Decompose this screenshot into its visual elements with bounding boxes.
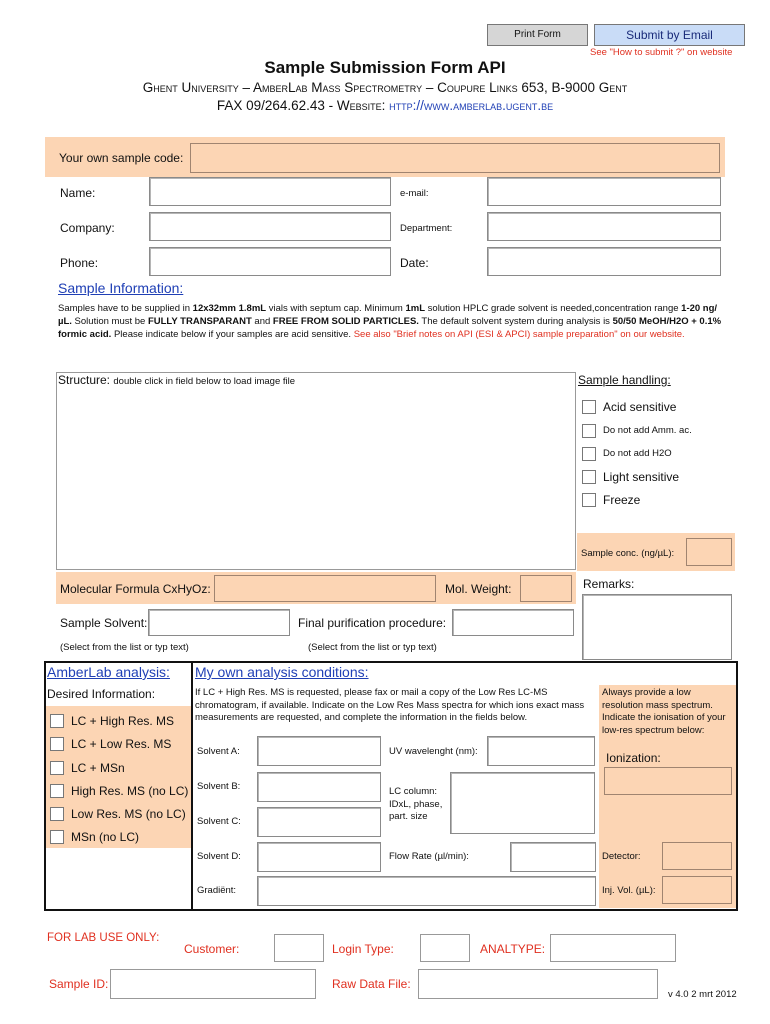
- lc-low-res-checkbox[interactable]: [50, 737, 64, 751]
- lc-high-res-label: LC + High Res. MS: [71, 714, 175, 728]
- solvent-d-input[interactable]: [257, 842, 381, 872]
- high-res-no-lc-label: High Res. MS (no LC): [71, 784, 189, 798]
- msn-no-lc-label: MSn (no LC): [71, 830, 140, 844]
- mol-weight-input[interactable]: [520, 575, 572, 602]
- desired-info-label: Desired Information:: [47, 687, 156, 701]
- company-input[interactable]: [149, 212, 391, 241]
- mol-weight-label: Mol. Weight:: [445, 582, 512, 596]
- raw-data-file-label: Raw Data File:: [332, 977, 411, 991]
- sample-info-heading: Sample Information:: [58, 280, 184, 296]
- sample-id-input[interactable]: [110, 969, 316, 999]
- freeze-checkbox[interactable]: [582, 493, 596, 507]
- gradient-label: Gradiënt:: [197, 885, 237, 896]
- lc-msn-label: LC + MSn: [71, 761, 125, 775]
- low-res-no-lc-checkbox[interactable]: [50, 807, 64, 821]
- lc-column-input[interactable]: [450, 772, 595, 834]
- print-form-button[interactable]: Print Form: [487, 24, 588, 46]
- no-h2o-checkbox[interactable]: [582, 447, 596, 461]
- detector-input[interactable]: [662, 842, 732, 870]
- company-label: Company:: [60, 221, 115, 235]
- solvent-b-label: Solvent B:: [197, 781, 241, 792]
- sample-code-input[interactable]: [190, 143, 720, 173]
- phone-label: Phone:: [60, 256, 99, 270]
- address-line: Ghent University – AmberLab Mass Spectrometry – Coupure Links 653, B-9000 Gent: [142, 80, 628, 95]
- uv-wavelength-input[interactable]: [487, 736, 595, 766]
- department-input[interactable]: [487, 212, 721, 241]
- website-link[interactable]: http://www.amberlab.ugent.be: [389, 98, 554, 113]
- ionization-input[interactable]: [604, 767, 732, 795]
- no-h2o-label: Do not add H2O: [603, 448, 672, 459]
- date-label: Date:: [400, 256, 429, 270]
- light-sensitive-label: Light sensitive: [603, 470, 680, 484]
- sample-solvent-select[interactable]: [148, 609, 290, 636]
- inj-vol-label: Inj. Vol. (µL):: [602, 885, 656, 896]
- analysis-divider: [191, 661, 193, 911]
- amberlab-analysis-heading: AmberLab analysis:: [47, 664, 170, 680]
- name-label: Name:: [60, 186, 96, 200]
- sample-id-label: Sample ID:: [49, 977, 109, 991]
- light-sensitive-checkbox[interactable]: [582, 470, 596, 484]
- lc-msn-checkbox[interactable]: [50, 761, 64, 775]
- solvent-hint: (Select from the list or typ text): [60, 642, 189, 653]
- uv-wavelength-label: UV wavelenght (nm):: [389, 746, 478, 757]
- login-type-label: Login Type:: [332, 942, 394, 956]
- flow-rate-input[interactable]: [510, 842, 596, 872]
- submit-note: See "How to submit ?" on website: [590, 47, 733, 58]
- department-label: Department:: [400, 223, 453, 234]
- sample-solvent-label: Sample Solvent:: [60, 616, 148, 630]
- sample-conc-input[interactable]: [686, 538, 732, 566]
- freeze-label: Freeze: [603, 493, 641, 507]
- msn-no-lc-checkbox[interactable]: [50, 830, 64, 844]
- customer-label: Customer:: [184, 942, 240, 956]
- purification-hint: (Select from the list or typ text): [308, 642, 437, 653]
- form-title: Sample Submission Form API: [264, 58, 506, 77]
- solvent-a-input[interactable]: [257, 736, 381, 766]
- purification-select[interactable]: [452, 609, 574, 636]
- solvent-d-label: Solvent D:: [197, 851, 241, 862]
- phone-input[interactable]: [149, 247, 391, 276]
- conditions-heading: My own analysis conditions:: [195, 664, 369, 680]
- fax-text: FAX 09/264.62.43 - Website:: [216, 98, 390, 113]
- sample-info-text: Samples have to be supplied in 12x32mm 1.8mL vials with septum cap. Minimum 1mL solution HPLC grade solvent is needed,concentration range 1-20 ng/µL. Solution must be FULLY TRANSPARANT and FREE FROM SOLID PARTICLES. The default solvent system during analysis is 50/50 MeOH/H2O + 0.1% formic acid. Please indicate below if your samples are acid sensitive. See also "Brief notes on API (ESI & APCI) sample preparation" on our website.: [58, 303, 722, 340]
- analtype-input[interactable]: [550, 934, 676, 962]
- remarks-label: Remarks:: [583, 577, 635, 591]
- low-res-note: Always provide a low resolution mass spectrum. Indicate the ionisation of your low-res spectrum below:: [602, 687, 726, 736]
- formula-label: Molecular Formula CxHyOz:: [60, 582, 211, 596]
- purification-label: Final purification procedure:: [298, 616, 447, 630]
- email-input[interactable]: [487, 177, 721, 206]
- flow-rate-label: Flow Rate (µl/min):: [389, 851, 469, 862]
- sample-conc-label: Sample conc. (ng/µL):: [581, 548, 675, 559]
- lc-column-label: LC column: IDxL, phase, part. size: [389, 786, 443, 822]
- high-res-no-lc-checkbox[interactable]: [50, 784, 64, 798]
- date-input[interactable]: [487, 247, 721, 276]
- fax-line: [0, 98, 770, 113]
- gradient-input[interactable]: [257, 876, 596, 906]
- low-res-no-lc-label: Low Res. MS (no LC): [71, 807, 186, 821]
- solvent-c-input[interactable]: [257, 807, 381, 837]
- solvent-b-input[interactable]: [257, 772, 381, 802]
- login-type-input[interactable]: [420, 934, 470, 962]
- solvent-a-label: Solvent A:: [197, 746, 240, 757]
- conditions-note: If LC + High Res. MS is requested, please fax or mail a copy of the Low Res LC-MS chromatogram, if available. Indicate on the Low Res Mass spectra for which ions exact mass measurements are requested, and complete the information in the fields below.: [195, 687, 585, 723]
- email-label: e-mail:: [400, 188, 429, 199]
- customer-input[interactable]: [274, 934, 324, 962]
- remarks-input[interactable]: [582, 594, 732, 660]
- acid-sensitive-checkbox[interactable]: [582, 400, 596, 414]
- solvent-c-label: Solvent C:: [197, 816, 241, 827]
- structure-label: Structure: double click in field below to load image file: [58, 373, 296, 387]
- ionization-label: Ionization:: [606, 751, 661, 765]
- sample-code-label: Your own sample code:: [59, 151, 184, 165]
- no-amm-ac-label: Do not add Amm. ac.: [603, 425, 692, 436]
- inj-vol-input[interactable]: [662, 876, 732, 904]
- version-label: v 4.0 2 mrt 2012: [668, 989, 737, 1000]
- analtype-label: ANALTYPE:: [480, 942, 546, 956]
- sample-handling-heading: Sample handling:: [578, 373, 671, 387]
- name-input[interactable]: [149, 177, 391, 206]
- lc-high-res-checkbox[interactable]: [50, 714, 64, 728]
- structure-image-field[interactable]: [56, 372, 576, 570]
- raw-data-file-input[interactable]: [418, 969, 658, 999]
- lab-use-heading: FOR LAB USE ONLY:: [47, 932, 160, 944]
- no-amm-ac-checkbox[interactable]: [582, 424, 596, 438]
- api-notes-link[interactable]: See also "Brief notes on API (ESI & APCI) sample preparation" on our website.: [353, 329, 685, 340]
- detector-label: Detector:: [602, 851, 641, 862]
- acid-sensitive-label: Acid sensitive: [603, 400, 677, 414]
- lc-low-res-label: LC + Low Res. MS: [71, 737, 172, 751]
- formula-input[interactable]: [214, 575, 436, 602]
- submit-by-email-button[interactable]: Submit by Email: [594, 24, 745, 46]
